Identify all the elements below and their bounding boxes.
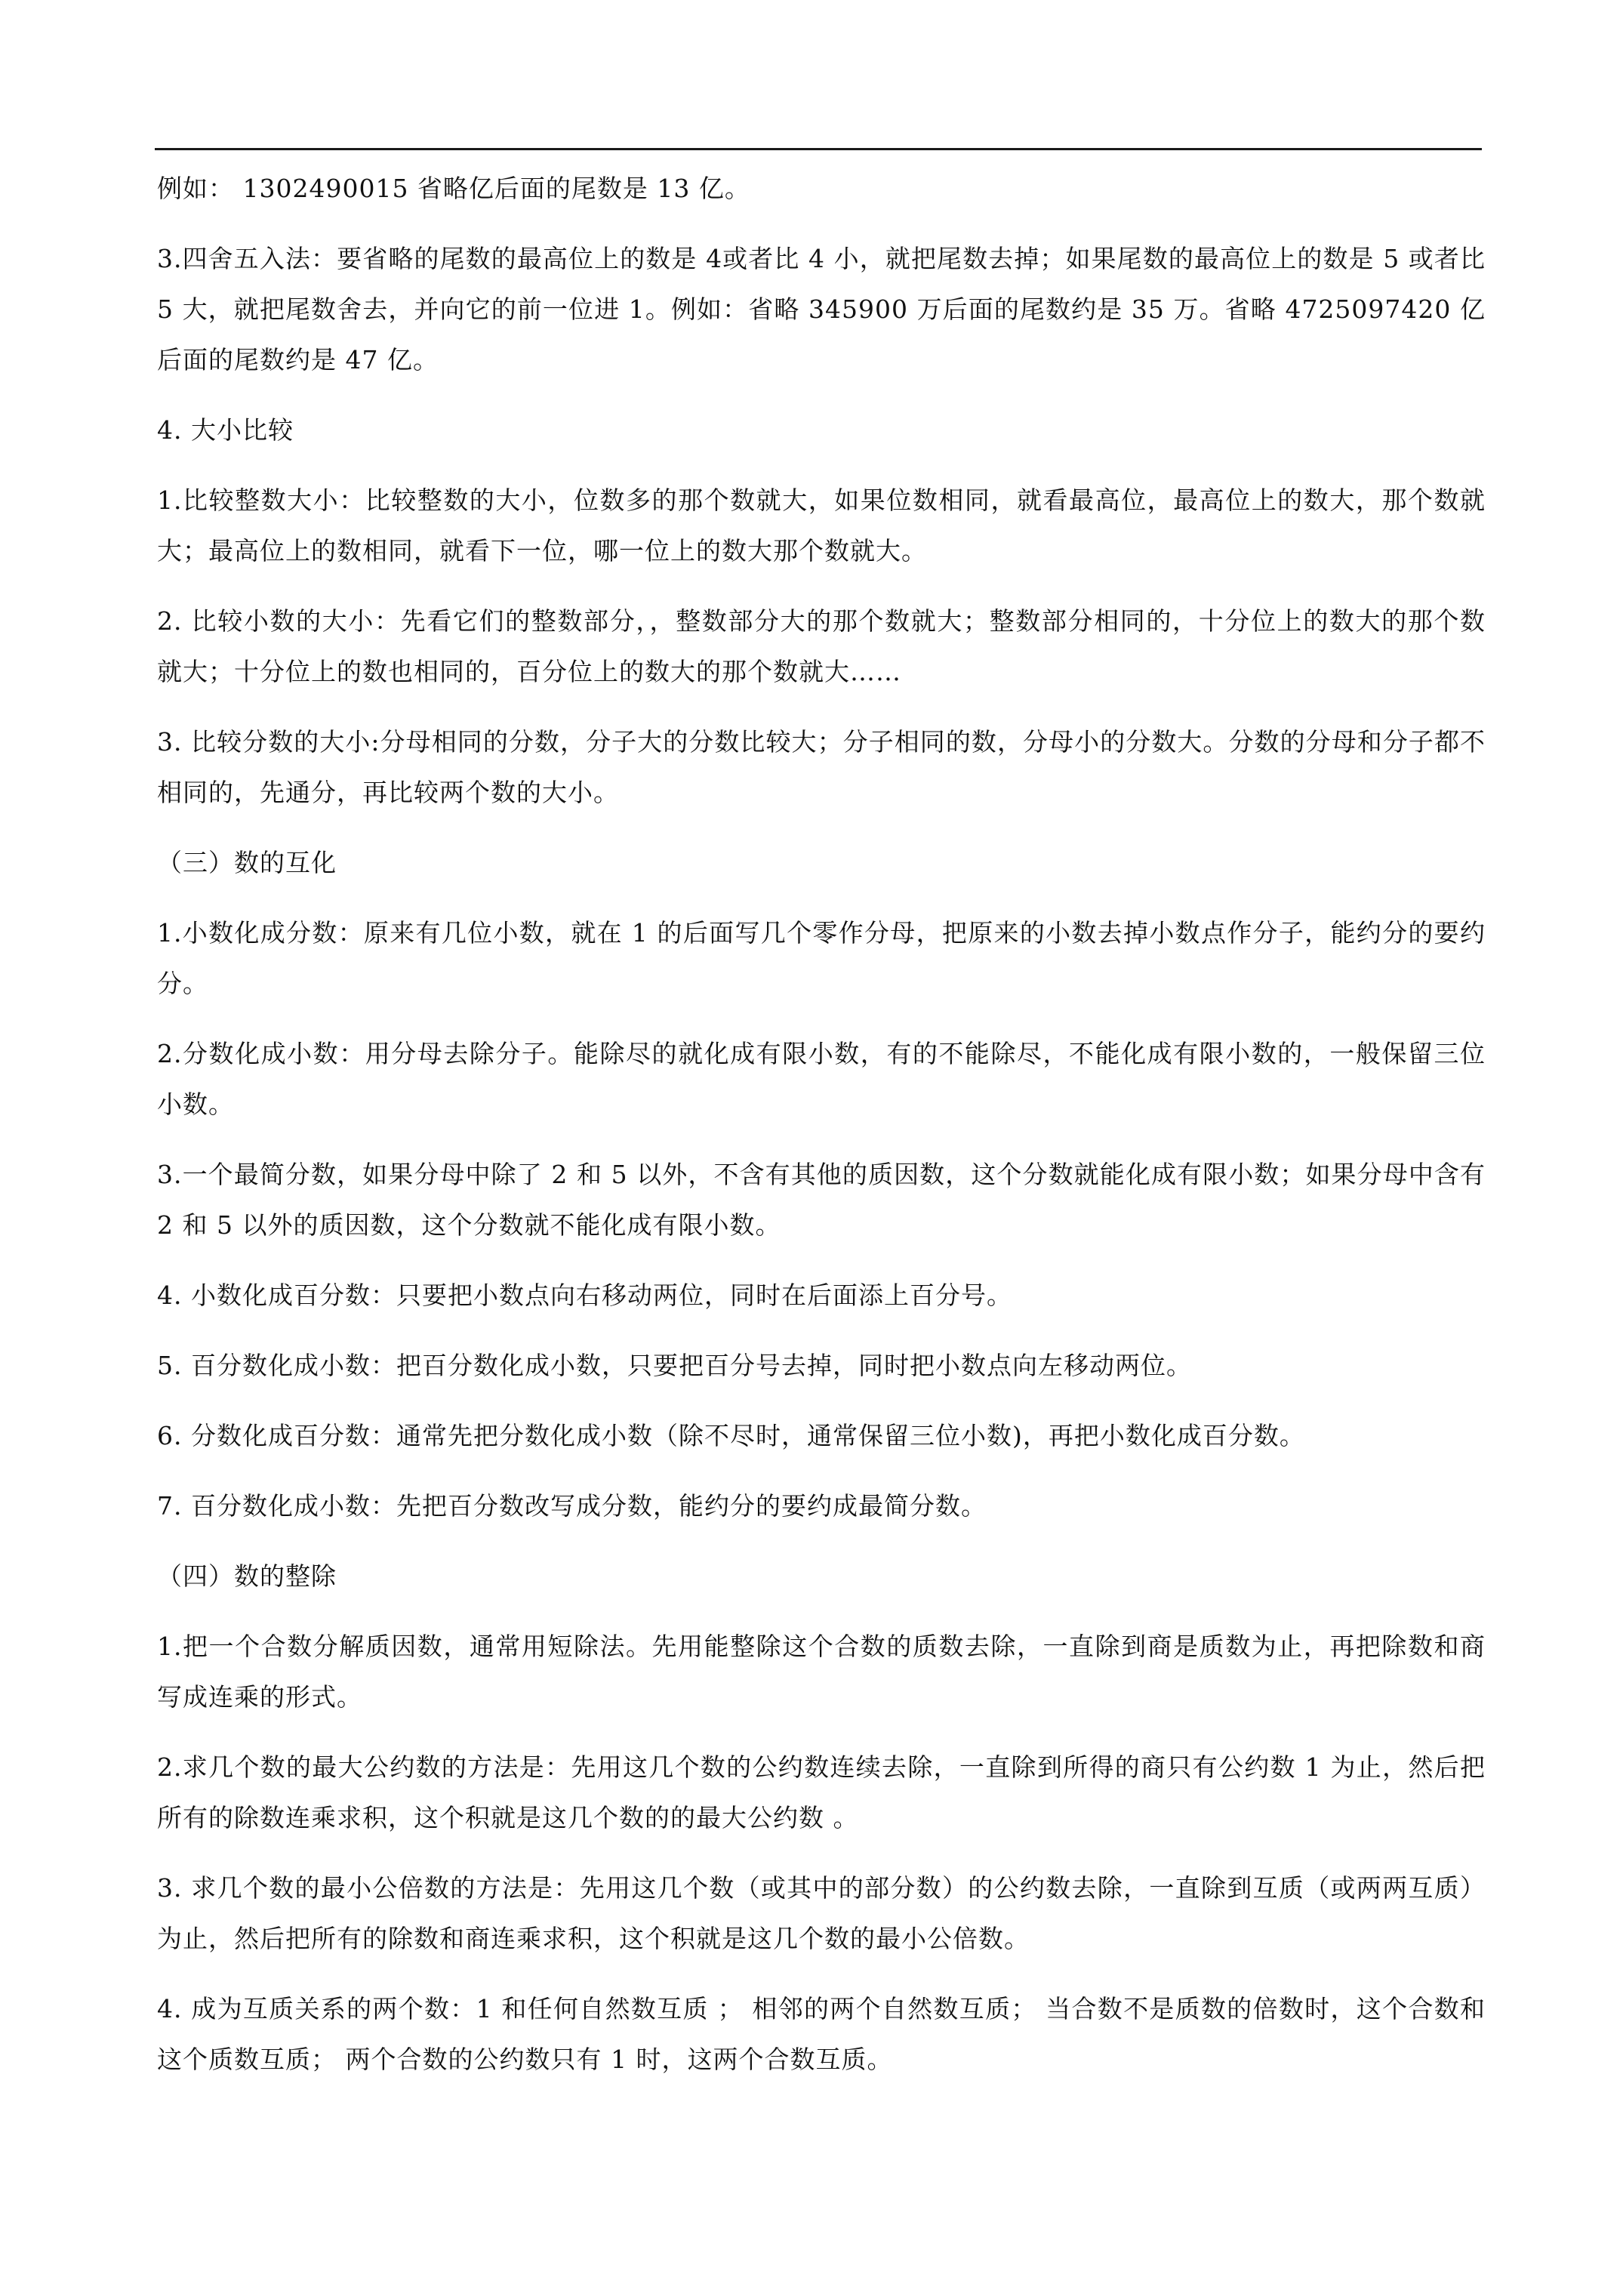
section-heading-divisibility: （四）数的整除 <box>157 1561 337 1591</box>
header-rule <box>155 148 1482 150</box>
section-heading-size-comparison: 4. 大小比较 <box>157 415 294 445</box>
section-heading-number-conversion: （三）数的互化 <box>157 848 337 877</box>
paragraph-example-omission: 例如： 1302490015 省略亿后面的尾数是 13 亿。 <box>157 174 750 203</box>
paragraph-greatest-common-divisor: 2.求几个数的最大公约数的方法是：先用这几个数的公约数连续去除，一直除到所得的商只有公约数 1 为止，然后把所有的除数连乘求积，这个积就是这几个数的的最大公约数 。 <box>157 1752 1486 1832</box>
paragraph-prime-factorization: 1.把一个合数分解质因数，通常用短除法。先用能整除这个合数的质数去除，一直除到商是质数为止，再把除数和商写成连乘的形式。 <box>157 1632 1486 1712</box>
document-body <box>157 163 1486 2104</box>
paragraph-decimal-to-fraction: 1.小数化成分数：原来有几位小数，就在 1 的后面写几个零作分母，把原来的小数去掉小数点作分子，能约分的要约分。 <box>157 918 1486 998</box>
paragraph-compare-fractions: 3. 比较分数的大小:分母相同的分数，分子大的分数比较大；分子相同的数，分母小的分数大。分数的分母和分子都不相同的，先通分，再比较两个数的大小。 <box>157 727 1486 807</box>
paragraph-compare-decimals: 2. 比较小数的大小：先看它们的整数部分，，整数部分大的那个数就大；整数部分相同的，十分位上的数大的那个数就大；十分位上的数也相同的，百分位上的数大的那个数就大…… <box>157 606 1486 686</box>
paragraph-percent-to-decimal: 5. 百分数化成小数：把百分数化成小数，只要把百分号去掉，同时把小数点向左移动两位。 <box>157 1351 1192 1380</box>
paragraph-rounding-rule: 3.四舍五入法：要省略的尾数的最高位上的数是 4或者比 4 小，就把尾数去掉；如果尾数的最高位上的数是 5 或者比 5 大，就把尾数舍去，并向它的前一位进 1。例如：省略 345900 万后面的尾数约是 35 万。省略 4725097420 亿后面的尾数约是 47 亿。 <box>157 244 1486 374</box>
paragraph-fraction-to-decimal: 2.分数化成小数：用分母去除分子。能除尽的就化成有限小数，有的不能除尽，不能化成有限小数的，一般保留三位小数。 <box>157 1039 1486 1119</box>
paragraph-least-common-multiple: 3. 求几个数的最小公倍数的方法是：先用这几个数（或其中的部分数）的公约数去除，一直除到互质（或两两互质）为止，然后把所有的除数和商连乘求积，这个积就是这几个数的最小公倍数。 <box>157 1873 1486 1953</box>
paragraph-decimal-to-percent: 4. 小数化成百分数：只要把小数点向右移动两位，同时在后面添上百分号。 <box>157 1281 1012 1310</box>
paragraph-simplest-fraction-rule: 3.一个最简分数，如果分母中除了 2 和 5 以外，不含有其他的质因数，这个分数就能化成有限小数；如果分母中含有 2 和 5 以外的质因数，这个分数就不能化成有限小数。 <box>157 1160 1486 1240</box>
paragraph-coprime-numbers: 4. 成为互质关系的两个数：1 和任何自然数互质 ； 相邻的两个自然数互质； 当合数不是质数的倍数时，这个合数和这个质数互质； 两个合数的公约数只有 1 时，这两个合数互质。 <box>157 1994 1486 2074</box>
paragraph-percent-to-fraction: 7. 百分数化成小数：先把百分数改写成分数，能约分的要约成最简分数。 <box>157 1491 987 1521</box>
paragraph-compare-integers: 1.比较整数大小：比较整数的大小，位数多的那个数就大，如果位数相同，就看最高位，最高位上的数大，那个数就大；最高位上的数相同，就看下一位，哪一位上的数大那个数就大。 <box>157 485 1486 566</box>
paragraph-fraction-to-percent: 6. 分数化成百分数：通常先把分数化成小数（除不尽时，通常保留三位小数)，再把小数化成百分数。 <box>157 1421 1305 1450</box>
